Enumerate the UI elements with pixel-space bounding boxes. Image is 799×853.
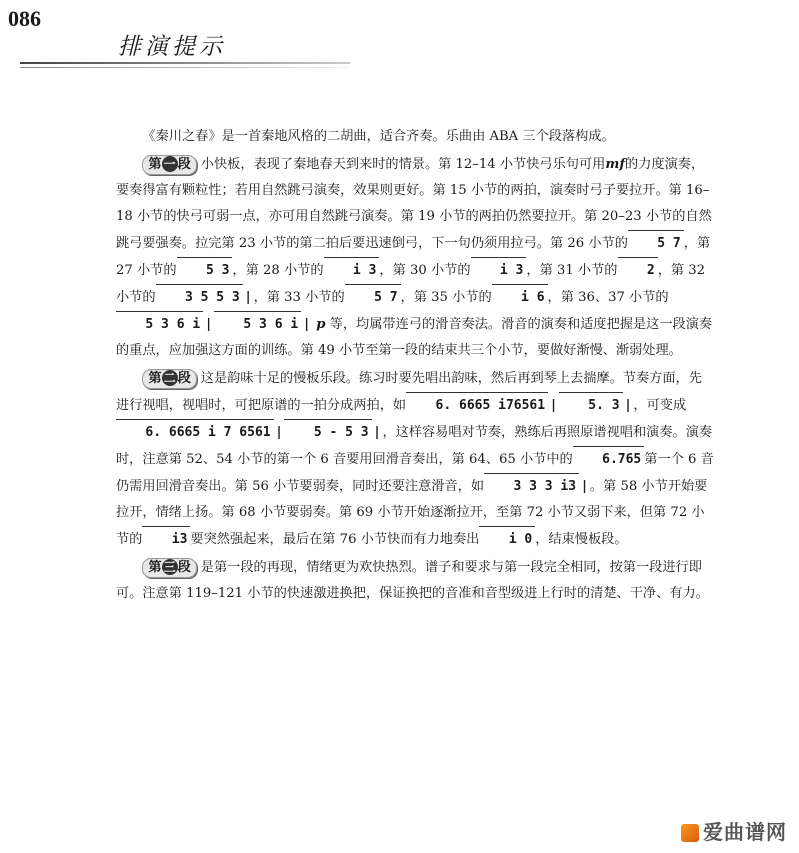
section-two-badge: 第 二 段	[142, 369, 196, 389]
section-one-paragraph: 第 一 段 小快板，表现了秦地春天到来时的情景。第 12–14 小节快弓乐句可用mf的力度演奏，要奏得富有颗粒性；若用自然跳弓演奏，效果则更好。第 15 小节的两拍，演奏时弓子要拉开。第 16–18 小节的快弓可弱一点，亦可用自然跳弓演奏。第 19 小节的两拍仍然要拉开。第 20–23 小节的自然跳弓要强奏。拉完第 23 小节的第二拍后要迅速倒弓，下一句仍须用拉弓。第 26 小节的 5 7 ，第 27 小节的 5 3 ，第 28 小节的 i 3 ，第 30 小节的 i 3 ，第 31 小节的 2 ，第 32 小节的 3 5 5 3 | ，第 33 小节的 5 7 ，第 35 小节的 i 6 ，第 36、37 小节的5 3 6 i | 5 3 6 i | p 等，均属带连弓的滑音奏法。滑音的演奏和适度把握是这一段演奏的重点，应加强这方面的训练。第 49 小节至第一段的结束共三个小节，要做好渐慢、渐弱处理。	[116, 157, 713, 358]
notation: i 3	[471, 257, 527, 284]
notation: 5. 3	[559, 392, 623, 419]
notation: 5 3	[177, 257, 233, 284]
notation: 2	[618, 257, 658, 284]
notation: 5 7	[345, 284, 401, 311]
notation: 5 - 5 3	[284, 419, 371, 446]
intro-paragraph: 《秦川之春》是一首秦地风格的二胡曲，适合齐奏。乐曲由 ABA 三个段落构成。	[142, 129, 615, 144]
music-note-icon	[681, 824, 699, 842]
notation: 6. 6665 i 7 6561	[116, 419, 274, 446]
title-divider	[20, 62, 350, 64]
notation: 5 3 6 i	[214, 311, 301, 338]
page-number: 086	[8, 6, 41, 31]
section-two-paragraph: 第 二 段 这是韵味十足的慢板乐段。练习时要先唱出韵味，然后再到琴上去揣摩。节奏方面，先进行视唱，视唱时，可把原谱的一拍分成两拍，如 6. 6665 i76561 | 5. 3 | ，可变成6. 6665 i 7 6561 | 5 - 5 3 | ，这样容易唱对节奏，熟练后再照原谱视唱和演奏。演奏时，注意第 52、54 小节的第一个 6 音要用回滑音奏出，第 64、65 小节中的 6.765 第一个 6 音仍需用回滑音奏出。第 56 小节要弱奏，同时还要注意滑音，如 3 3 3 i3 | 。第 58 小节开始要拉开，情绪上扬。第 68 小节要弱奏。第 69 小节开始逐渐拉开，至第 72 小节又弱下来，但第 72 小节的 i3 要突然强起来，最后在第 76 小节快而有力地奏出 i 0 ，结束慢板段。	[116, 366, 714, 553]
dynamic-mark-p: p	[316, 317, 326, 332]
notation: i3	[142, 526, 190, 553]
title-divider-thin	[20, 67, 350, 68]
section-one-badge: 第 一 段	[142, 155, 196, 175]
section-three-paragraph: 第 三 段 是第一段的再现，情绪更为欢快热烈。谱子和要求与第一段完全相同，按第一段进行即可。注意第 119–121 小节的快速激进换把，保证换把的音准和音型级进上行时的清楚、干净、有力。	[116, 560, 709, 601]
document-body	[116, 124, 714, 607]
notation: i 3	[324, 257, 380, 284]
site-watermark: 爱曲谱网	[681, 816, 787, 845]
notation: 3 5 5 3	[156, 284, 243, 311]
section-three-badge: 第 三 段	[142, 558, 196, 578]
dynamic-mark: mf	[605, 157, 626, 172]
notation: i 0	[479, 526, 535, 553]
notation: 5 7	[628, 230, 684, 257]
notation: 5 3 6 i	[116, 311, 203, 338]
notation: 3 3 3 i3	[484, 473, 579, 500]
notation: 6.765	[573, 446, 645, 473]
page-title: 排演提示	[118, 34, 226, 60]
notation: i 6	[492, 284, 548, 311]
notation: 6. 6665 i76561	[406, 392, 548, 419]
